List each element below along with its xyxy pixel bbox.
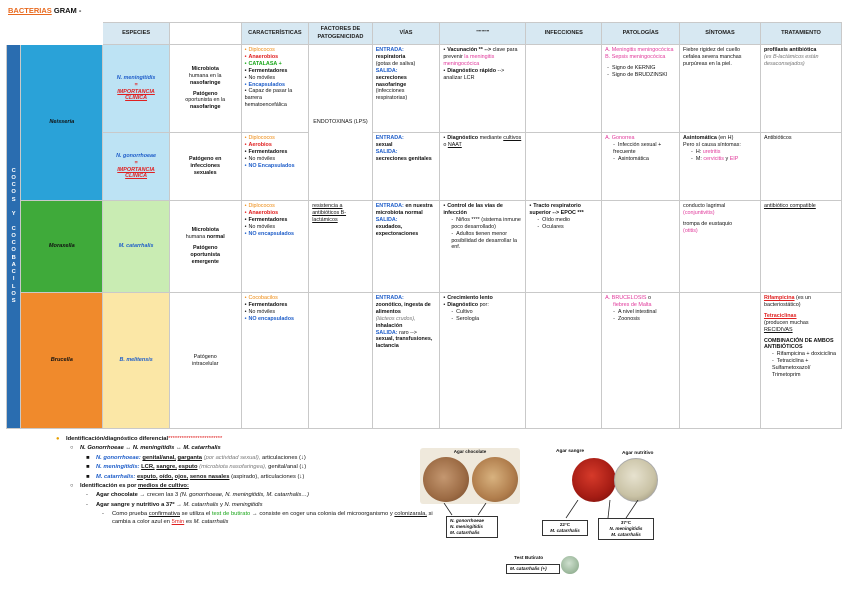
side-letter: S (11, 297, 16, 304)
species-moraxella: M. catarrhalis (103, 201, 170, 293)
factor-neisseria: ENDOTOXINAS (LPS) (309, 45, 373, 201)
side-letter: O (11, 189, 16, 196)
col-patologias: PATOLOGÍAS (602, 23, 680, 45)
infecciones-gonorrhoeae (526, 133, 602, 201)
label-37c: 37°C N. meningitidis M. catarrhalis (598, 518, 654, 540)
arrows-plates (560, 500, 660, 520)
col-tratamiento: TRATAMIENTO (760, 23, 841, 45)
side-letter: B (11, 254, 16, 261)
side-letter: C (11, 167, 16, 174)
species-gonorrhoeae: N. gonorrhoeae = IMPORTANCIA CLÍNICA (103, 133, 170, 201)
row-brucella (7, 293, 842, 429)
blood-agar-plate (572, 458, 616, 502)
side-letter: C (11, 240, 16, 247)
side-letter: L (11, 283, 16, 290)
car-gonorrhoeae: • Diplococos • Aerobios • Fermentadores • No móviles • NO Encapsulados (241, 133, 309, 201)
patologias-brucella: A. BRUCELOSIS o fiebres de Malta - A nivel intestinal - Zoonosis (602, 293, 680, 429)
family-moraxella: Moraxella (21, 201, 103, 293)
patologias-moraxella (602, 201, 680, 293)
chocolate-labels: N. gonorrhoeae N. meningitidis M. catarrhalis (446, 516, 498, 538)
desc-gonorrhoeae: Patógeno en infecciones sexuales (169, 133, 241, 201)
arrows-chocolate (430, 503, 500, 517)
side-letter: C (11, 269, 16, 276)
side-letter: O (11, 290, 16, 297)
col-quotes: """"" (440, 23, 526, 45)
car-moraxella: • Diplococos • Anaerobios • Fermentadores • No móviles • NO encapsulados (241, 201, 309, 293)
side-letter (8, 218, 20, 225)
desc-moraxella: Microbiota humana normal Patógeno oportunista emergente (169, 201, 241, 293)
col-vias: VÍAS (372, 23, 440, 45)
factor-moraxella: resistencia a antibióticos B-lactámicos (309, 201, 373, 293)
side-letter: O (11, 232, 16, 239)
butirato-title: Test Butirato (514, 556, 544, 561)
infecciones-moraxella: • Tracto respiratorio superior --> EPOC *** - Oído medio - Oculares (526, 201, 602, 293)
nutrient-agar-plate (614, 458, 658, 502)
vias-moraxella: ENTRADA: en nuestra microbiota normal SALIDA: exudados, expectoraciones (372, 201, 440, 293)
sintomas-moraxella: conducto lagrimal (conjuntivitis) trompa de eustaquio (otitis) (680, 201, 761, 293)
desc-meningitidis: Microbiota humana en la nasofaringe Patógeno oportunista en la nasofaringe (169, 45, 241, 133)
title-prefix: BACTERIAS (8, 6, 52, 15)
side-letter (8, 204, 20, 211)
side-letter: I (12, 276, 15, 283)
col-infecciones: INFECCIONES (526, 23, 602, 45)
factor-brucella (309, 293, 373, 429)
col-caracteristicas: CARACTERÍSTICAS (241, 23, 309, 45)
side-letter: C (11, 225, 16, 232)
species-brucella: B. melitensis (103, 293, 170, 429)
family-brucella: Brucella (21, 293, 103, 429)
butirato-label: M. catarrhalis (+) (506, 564, 560, 574)
butirato-disk (561, 556, 579, 574)
infecciones-meningitidis (526, 45, 602, 133)
label-22c: 22°C M. catarrhalis (542, 520, 588, 536)
vias-brucella: ENTRADA: zoonótico, ingesta de alimentos (lácteos crudos), inhalación SALIDA: raro --> sexual, transfusiones, lactancia (372, 293, 440, 429)
diagnostic-notes: ● Identificación/diagnóstico diferencial************************ ○ N. Gonorrhoeae ↔ N. meningitidis ↔ M. catarrhalis ■ N. gonorrhoeae: genital/anal, garganta (por actividad sexual), articulaciones (↓) ■ N. meningitidis: LCR, sangre, esputo (microbiota nasofaringea), genital/anal (↓) ■ M. catarrhalis: esputo, oído, ojos, senos nasales (aspirado), articulaciones (↓) ○ Identificación es por medios de cultivo: - Agar chocolate → crecen las 3 (N. gonorrhoeae, N. meningitidis, M. catarrhalis…) - Agar sangre y nutritivo a 37º → M. catarrhalis y N. meningitidis - Como prueba confirmativa se utiliza el test de butirato → consiste en coger una colonia del microorganismo y colonizarala, si cambia a color azul en 5min es M. catarrhalis (56, 436, 433, 525)
side-letter: S (11, 196, 16, 203)
side-letter: Y (11, 211, 16, 218)
trat-brucella: Rifampicina (es un bacteriostático) Tetraciclinas (producen muchas RECIDIVAS COMBINACIÓN DE AMBOS ANTIBIÓTICOS - Rifampicina + doxiciclina - Tetraciclina + Sulfametoxazol/ Trimetoprim (760, 293, 841, 429)
quotes-moraxella: • Control de las vías de infección - Niños **** (sistema inmune poco desarrollado) - Adultos tienen menor posibilidad de desarrollar la enf. (440, 201, 526, 293)
bacteria-table (6, 22, 842, 429)
row-meningitidis (7, 45, 842, 133)
row-gonorrhoeae (7, 133, 842, 201)
side-letter: C (11, 182, 16, 189)
vias-gonorrhoeae: ENTRADA: sexual SALIDA: secreciones genitales (372, 133, 440, 201)
row-moraxella (7, 201, 842, 293)
header-row (7, 23, 842, 45)
agar-nutritivo-title: Agar nutritivo (622, 451, 654, 456)
quotes-brucella: • Crecimiento lento • Diagnóstico por: - Cultivo - Serología (440, 293, 526, 429)
car-brucella: • Cocobacilos • Fermentadores • No móviles • NO encapsulados (241, 293, 309, 429)
family-neisseria: Neisseria (21, 45, 103, 201)
trat-gonorrhoeae: Antibióticos (760, 133, 841, 201)
title-suffix: GRAM - (53, 6, 82, 15)
side-letter: A (11, 261, 16, 268)
sintomas-brucella (680, 293, 761, 429)
col-especies: ESPECIES (103, 23, 170, 45)
sintomas-meningitidis: Fiebre rigidez del cuello cefalea severa manchas purpúreas en la piel. (680, 45, 761, 133)
species-meningitidis: N. meningitidis = IMPORTANCIA CLÍNICA (103, 45, 170, 133)
patologias-meningitidis: A. Meningitis meningocócica B. Sepsis meningocócica - Signo de KERNIG - Signo de BRUDZINSKI (602, 45, 680, 133)
vias-meningitidis: ENTRADA: respiratoria (gotas de saliva) SALIDA: secreciones nasofaringe (infecciones respiratorias) (372, 45, 440, 133)
side-letter: O (11, 247, 16, 254)
petri-dish (423, 457, 469, 502)
col-factores: FACTORES DE PATOGENICIDAD (309, 23, 373, 45)
infecciones-brucella (526, 293, 602, 429)
quotes-gonorrhoeae: • Diagnóstico mediante cultivos o NAAT (440, 133, 526, 201)
page-title (8, 6, 81, 16)
side-letter: O (11, 175, 16, 181)
car-meningitidis: • Diplococos • Anaerobios • CATALASA + • Fermentadores • No móviles • Encapsulados • Capaz de pasar la barrera hematoencefálica (241, 45, 309, 133)
side-label (7, 45, 21, 429)
agar-chocolate-photo: Agar chocolate (420, 448, 520, 504)
sintomas-gonorrhoeae: Asintomática (en H) Pero sí causa síntomas: - H: uretritis - M: cervicitis y EIP (680, 133, 761, 201)
petri-dish (472, 457, 518, 502)
patologias-gonorrhoeae: A. Gonorrea - Infección sexual + frecuente - Asintomática (602, 133, 680, 201)
trat-meningitidis: profilaxis antibiótica (es B-lactámicos están desaconsejados) (760, 45, 841, 133)
trat-moraxella: antibiótico compatible (760, 201, 841, 293)
desc-brucella: Patógeno intracelular (169, 293, 241, 429)
agar-sangre-title: Agar sangre (556, 449, 584, 454)
quotes-meningitidis: • Vacunación ** --> clave para prevenir la meningitis meningocócica • Diagnóstico rápido --> analizar LCR (440, 45, 526, 133)
col-sintomas: SÍNTOMAS (680, 23, 761, 45)
